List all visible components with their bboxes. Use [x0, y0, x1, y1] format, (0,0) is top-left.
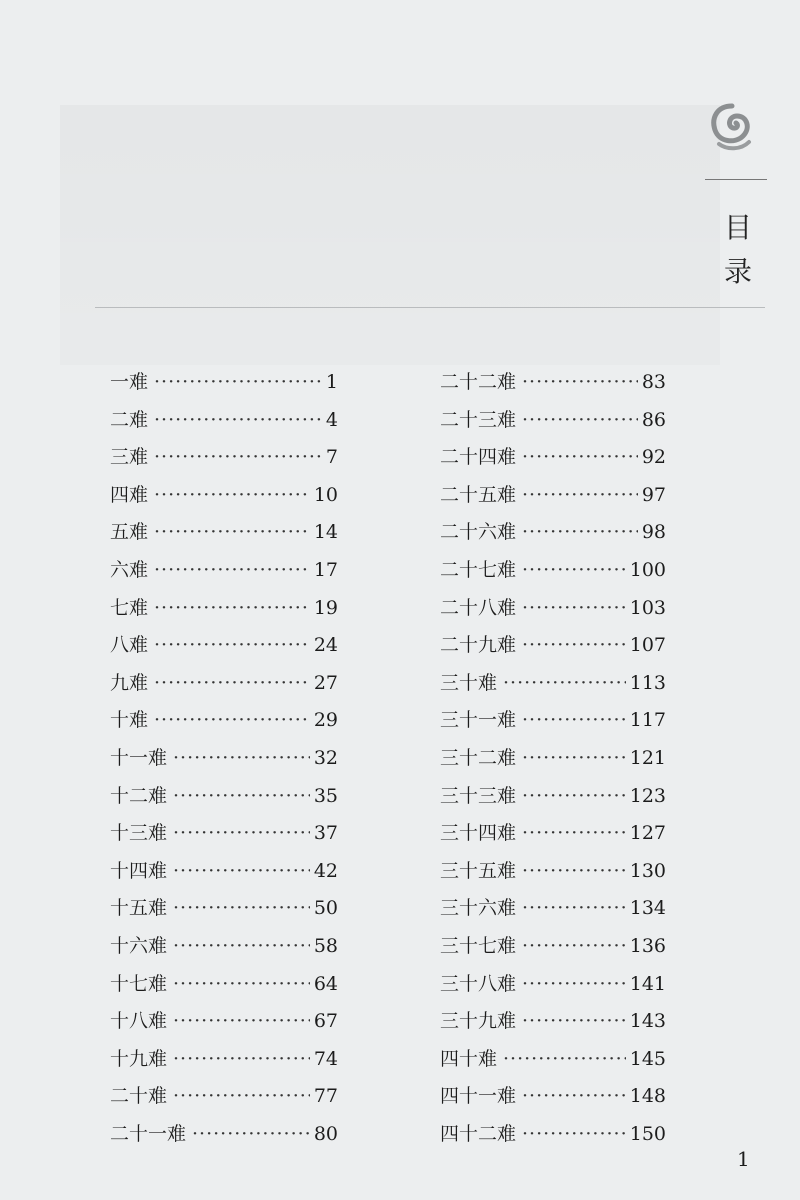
toc-entry-page: 130 [629, 859, 666, 882]
toc-leader-dots [192, 1119, 310, 1149]
toc-entry-label: 三十七难 [440, 934, 517, 957]
toc-right-column [440, 367, 666, 1156]
toc-entry-label: 二十八难 [440, 596, 517, 619]
toc-entry[interactable] [440, 555, 666, 593]
toc-entry-page: 113 [629, 671, 666, 694]
toc-entry-page: 121 [629, 746, 666, 769]
toc-entry[interactable] [110, 480, 338, 518]
toc-entry-page: 117 [629, 709, 666, 732]
toc-entry-page: 145 [629, 1047, 666, 1070]
toc-entry[interactable] [440, 781, 666, 819]
toc-entry[interactable] [110, 593, 338, 631]
toc-entry-label: 七难 [110, 596, 149, 619]
toc-entry-page: 100 [629, 558, 666, 581]
toc-entry-label: 四十二难 [440, 1122, 517, 1145]
toc-entry-label: 二十难 [110, 1085, 168, 1108]
toc-entry-page: 7 [325, 446, 338, 469]
toc-entry[interactable] [110, 781, 338, 819]
toc-entry[interactable] [110, 856, 338, 894]
toc-entry-page: 58 [313, 934, 338, 957]
header-divider [705, 179, 767, 180]
toc-leader-dots [173, 969, 310, 999]
toc-entry-label: 三十九难 [440, 1010, 517, 1033]
toc-entry-page: 83 [641, 371, 666, 393]
toc-leader-dots [522, 1006, 626, 1036]
toc-entry-page: 35 [313, 784, 338, 807]
toc-leader-dots [522, 480, 638, 510]
toc-entry-page: 148 [629, 1085, 666, 1108]
toc-leader-dots [522, 367, 638, 397]
toc-entry-page: 1 [325, 371, 338, 393]
toc-entry[interactable] [440, 630, 666, 668]
toc-leader-dots [522, 630, 626, 660]
toc-entry[interactable] [440, 442, 666, 480]
toc-leader-dots [154, 593, 310, 623]
toc-leader-dots [503, 668, 626, 698]
toc-entry-label: 三十一难 [440, 709, 517, 732]
toc-leader-dots [173, 856, 310, 886]
toc-entry-label: 九难 [110, 671, 149, 694]
toc-entry[interactable] [440, 856, 666, 894]
toc-entry[interactable] [440, 893, 666, 931]
toc-entry-page: 67 [313, 1010, 338, 1033]
toc-entry[interactable] [440, 931, 666, 969]
toc-entry-page: 143 [629, 1010, 666, 1033]
toc-entry[interactable] [440, 367, 666, 405]
toc-entry-page: 24 [313, 634, 338, 657]
toc-entry-page: 86 [641, 408, 666, 431]
toc-entry[interactable] [110, 1044, 338, 1082]
toc-entry[interactable] [110, 931, 338, 969]
toc-leader-dots [173, 1006, 310, 1036]
toc-leader-dots [503, 1044, 626, 1074]
toc-entry-label: 十六难 [110, 934, 168, 957]
toc-entry-label: 四十一难 [440, 1085, 517, 1108]
toc-leader-dots [522, 781, 626, 811]
toc-entry-label: 三十八难 [440, 972, 517, 995]
toc-entry[interactable] [440, 517, 666, 555]
toc-leader-dots [522, 593, 626, 623]
toc-entry-page: 32 [313, 746, 338, 769]
title-char-2: 录 [723, 255, 752, 288]
toc-leader-dots [154, 630, 310, 660]
toc-entry-label: 一难 [110, 371, 149, 393]
toc-entry-label: 十一难 [110, 746, 168, 769]
toc-leader-dots [173, 931, 310, 961]
toc-entry-page: 92 [641, 446, 666, 469]
toc-leader-dots [154, 705, 310, 735]
toc-entry[interactable] [110, 969, 338, 1007]
toc-entry[interactable] [440, 593, 666, 631]
toc-entry-page: 134 [629, 897, 666, 920]
toc-entry-label: 三十五难 [440, 859, 517, 882]
toc-leader-dots [522, 405, 638, 435]
toc-leader-dots [522, 969, 626, 999]
toc-entry-page: 50 [313, 897, 338, 920]
toc-leader-dots [522, 517, 638, 547]
toc-entry[interactable] [110, 1006, 338, 1044]
toc-entry[interactable] [440, 1044, 666, 1082]
toc-entry[interactable] [440, 818, 666, 856]
toc-entry[interactable] [110, 743, 338, 781]
toc-leader-dots [154, 517, 310, 547]
toc-entry-label: 十七难 [110, 972, 168, 995]
toc-entry[interactable] [110, 517, 338, 555]
toc-entry[interactable] [440, 405, 666, 443]
toc-leader-dots [522, 931, 626, 961]
toc-leader-dots [154, 442, 322, 472]
toc-entry[interactable] [110, 405, 338, 443]
toc-entry-page: 136 [629, 934, 666, 957]
toc-entry-page: 141 [629, 972, 666, 995]
toc-leader-dots [173, 1044, 310, 1074]
page-divider [95, 307, 765, 308]
toc-entry-page: 123 [629, 784, 666, 807]
toc-entry-label: 三十难 [440, 671, 498, 694]
toc-leader-dots [154, 480, 310, 510]
swirl-logo-icon [707, 98, 757, 154]
toc-entry-label: 三十二难 [440, 746, 517, 769]
toc-entry-page: 17 [313, 558, 338, 581]
bleed-through-text [60, 105, 720, 365]
toc-entry-label: 二十四难 [440, 446, 517, 469]
toc-entry-label: 二十九难 [440, 634, 517, 657]
toc-leader-dots [522, 705, 626, 735]
toc-entry[interactable] [110, 630, 338, 668]
toc-entry-label: 十八难 [110, 1010, 168, 1033]
toc-leader-dots [522, 743, 626, 773]
toc-entry-label: 二十三难 [440, 408, 517, 431]
toc-leader-dots [173, 1081, 310, 1111]
toc-entry-label: 十难 [110, 709, 149, 732]
toc-entry-label: 二十七难 [440, 558, 517, 581]
toc-entry[interactable] [110, 1081, 338, 1119]
page-number: 1 [737, 1147, 750, 1171]
toc-entry[interactable] [440, 969, 666, 1007]
toc-entry[interactable] [440, 705, 666, 743]
toc-entry-page: 19 [313, 596, 338, 619]
toc-entry-label: 六难 [110, 558, 149, 581]
toc-entry-page: 42 [313, 859, 338, 882]
toc-entry-label: 十三难 [110, 822, 168, 845]
toc-leader-dots [522, 856, 626, 886]
toc-entry-page: 98 [641, 521, 666, 544]
toc-entry[interactable] [440, 668, 666, 706]
toc-entry-page: 14 [313, 521, 338, 544]
toc-entry-page: 10 [313, 483, 338, 506]
toc-entry-page: 127 [629, 822, 666, 845]
toc-leader-dots [173, 893, 310, 923]
toc-entry-label: 二十一难 [110, 1122, 187, 1145]
toc-leader-dots [173, 781, 310, 811]
toc-entry-page: 150 [629, 1122, 666, 1145]
toc-leader-dots [154, 405, 322, 435]
toc-entry-label: 三难 [110, 446, 149, 469]
toc-entry-label: 四十难 [440, 1047, 498, 1070]
toc-leader-dots [522, 555, 626, 585]
toc-entry-page: 77 [313, 1085, 338, 1108]
toc-entry-label: 八难 [110, 634, 149, 657]
toc-entry[interactable] [110, 1119, 338, 1157]
toc-entry-page: 4 [325, 408, 338, 431]
toc-leader-dots [173, 743, 310, 773]
toc-leader-dots [173, 818, 310, 848]
toc-leader-dots [154, 367, 322, 397]
toc-entry-page: 27 [313, 671, 338, 694]
toc-entry-label: 十二难 [110, 784, 168, 807]
toc-entry[interactable] [110, 705, 338, 743]
toc-entry-label: 十九难 [110, 1047, 168, 1070]
toc-leader-dots [154, 555, 310, 585]
toc-entry[interactable] [110, 442, 338, 480]
toc-leader-dots [154, 668, 310, 698]
toc-entry[interactable] [110, 818, 338, 856]
toc-entry-label: 四难 [110, 483, 149, 506]
toc-entry-label: 十四难 [110, 859, 168, 882]
toc-leader-dots [522, 442, 638, 472]
toc-entry-label: 二十五难 [440, 483, 517, 506]
toc-entry-label: 三十四难 [440, 822, 517, 845]
toc-entry-page: 80 [313, 1122, 338, 1145]
toc-entry[interactable] [440, 1006, 666, 1044]
toc-entry[interactable] [110, 668, 338, 706]
toc-entry-page: 97 [641, 483, 666, 506]
toc-leader-dots [522, 1119, 626, 1149]
toc-entry[interactable] [440, 1119, 666, 1157]
toc-entry-page: 64 [313, 972, 338, 995]
toc-entry-label: 二十二难 [440, 371, 517, 393]
toc-leader-dots [522, 893, 626, 923]
toc-entry-label: 二十六难 [440, 521, 517, 544]
toc-entry-label: 十五难 [110, 897, 168, 920]
toc-entry-page: 29 [313, 709, 338, 732]
toc-entry-label: 三十六难 [440, 897, 517, 920]
toc-left-column [110, 367, 338, 1156]
toc-entry-page: 107 [629, 634, 666, 657]
toc-leader-dots [522, 818, 626, 848]
toc-entry[interactable] [110, 555, 338, 593]
toc-entry[interactable] [440, 743, 666, 781]
title-char-1: 目 [723, 211, 752, 244]
toc-entry[interactable] [110, 893, 338, 931]
toc-leader-dots [522, 1081, 626, 1111]
toc-entry[interactable] [440, 480, 666, 518]
toc-entry-page: 103 [629, 596, 666, 619]
toc-entry-page: 37 [313, 822, 338, 845]
toc-entry-page: 74 [313, 1047, 338, 1070]
toc-entry-label: 五难 [110, 521, 149, 544]
toc-entry[interactable] [110, 367, 338, 405]
toc-entry-label: 三十三难 [440, 784, 517, 807]
toc-entry-label: 二难 [110, 408, 149, 431]
toc-entry[interactable] [440, 1081, 666, 1119]
